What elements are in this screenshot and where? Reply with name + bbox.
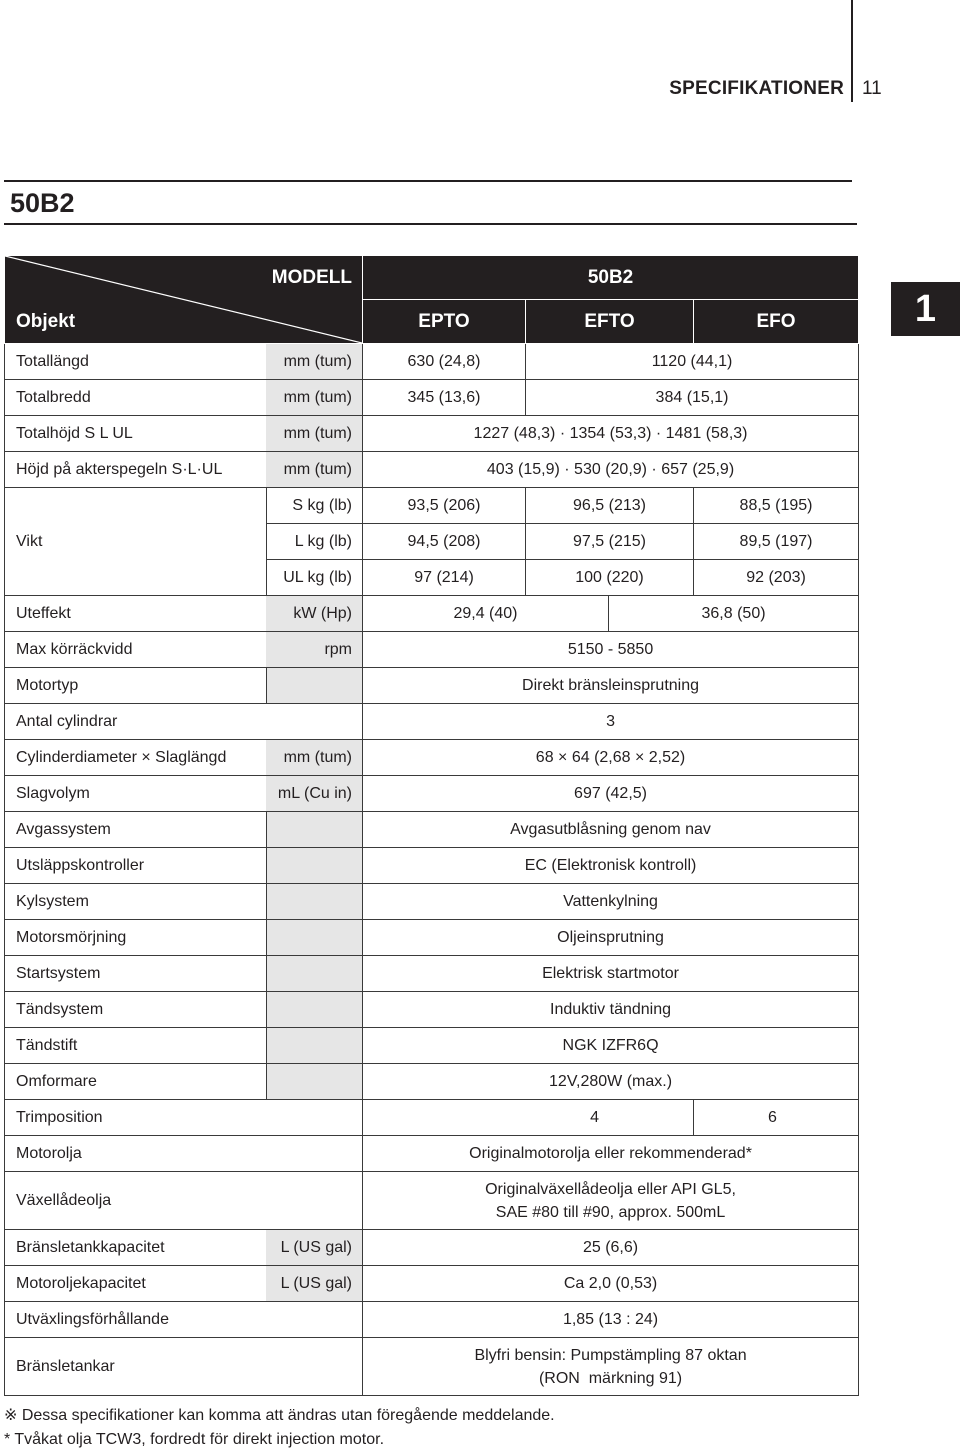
row-label: Omformare (5, 1064, 267, 1100)
row-label: Motorsmörjning (5, 920, 267, 956)
value-cell: 68 × 64 (2,68 × 2,52) (363, 740, 859, 776)
row-unit: mm (tum) (267, 740, 363, 776)
value-cell: 92 (203) (694, 560, 859, 596)
value-cell (363, 1172, 859, 1230)
value-cell: 25 (6,6) (363, 1230, 859, 1266)
value-cell: 93,5 (206) (363, 488, 526, 524)
value-line: (RON märkning 91) (538, 1369, 683, 1387)
value-cell: 6 (694, 1100, 859, 1136)
row-unit: UL kg (lb) (267, 560, 363, 596)
row-unit (267, 1064, 363, 1100)
row-label: Tändstift (5, 1028, 267, 1064)
model-title: 50B2 (10, 188, 75, 218)
row-label: Max körräckvidd (5, 632, 267, 668)
value-cell: 5150 - 5850 (363, 632, 859, 668)
row-unit: mL (Cu in) (267, 776, 363, 812)
value-cell: 630 (24,8) (363, 344, 526, 380)
table-row (5, 380, 859, 416)
row-label: Bränsletankar (5, 1338, 363, 1396)
value-cell: NGK IZFR6Q (363, 1028, 859, 1064)
table-row (5, 344, 859, 380)
table-row (5, 596, 859, 632)
value-cell: 3 (363, 704, 859, 740)
value-cell: 1227 (48,3) · 1354 (53,3) · 1481 (58,3) (363, 416, 859, 452)
row-label: Höjd på akterspegeln S·L·UL (5, 452, 267, 488)
table-row (5, 740, 859, 776)
value-cell: Induktiv tändning (363, 992, 859, 1028)
value-cell: 1120 (44,1) (526, 344, 859, 380)
row-unit: rpm (267, 632, 363, 668)
table-row (5, 992, 859, 1028)
table-row (5, 704, 859, 740)
table-row (5, 416, 859, 452)
table-row (5, 812, 859, 848)
variant-epto-heading: EPTO (363, 300, 526, 344)
section-title: SPECIFIKATIONER (669, 78, 844, 99)
table-row (5, 1028, 859, 1064)
row-unit: mm (tum) (267, 416, 363, 452)
row-label: Uteffekt (5, 596, 267, 632)
table-row (5, 848, 859, 884)
table-row (5, 884, 859, 920)
row-label: Startsystem (5, 956, 267, 992)
row-unit (267, 668, 363, 704)
title-rule-top (4, 180, 852, 182)
value-cell: EC (Elektronisk kontroll) (363, 848, 859, 884)
variant-efto-heading: EFTO (526, 300, 694, 344)
row-label: Motorolja (5, 1136, 363, 1172)
value-cell: 403 (15,9) · 530 (20,9) · 657 (25,9) (363, 452, 859, 488)
row-unit (267, 812, 363, 848)
value-cell: 29,4 (40) (363, 596, 609, 632)
value-cell: Vattenkylning (363, 884, 859, 920)
row-label: Tändsystem (5, 992, 267, 1028)
specifications-table (4, 255, 859, 1396)
row-label: Trimposition (5, 1100, 363, 1136)
row-label: Växellådeolja (5, 1172, 363, 1230)
value-line: SAE #80 till #90, approx. 500mL (495, 1203, 726, 1221)
row-label: Vikt (5, 488, 267, 596)
table-row (5, 668, 859, 704)
value-line: Originalväxellådeolja eller API GL5, (485, 1180, 736, 1198)
row-unit (267, 956, 363, 992)
row-label: Utväxlingsförhållande (5, 1302, 363, 1338)
modell-heading: MODELL (271, 266, 352, 288)
value-line: Blyfri bensin: Pumpstämpling 87 oktan (474, 1346, 747, 1364)
row-unit (267, 992, 363, 1028)
table-row (5, 1266, 859, 1302)
row-unit (267, 884, 363, 920)
row-unit: mm (tum) (267, 380, 363, 416)
value-cell: 97,5 (215) (526, 524, 694, 560)
table-row (5, 452, 859, 488)
value-cell: 345 (13,6) (363, 380, 526, 416)
value-cell: 4 (363, 1100, 694, 1136)
row-unit: S kg (lb) (267, 488, 363, 524)
row-label: Kylsystem (5, 884, 267, 920)
row-unit: mm (tum) (267, 452, 363, 488)
row-label: Utsläppskontroller (5, 848, 267, 884)
row-unit: L kg (lb) (267, 524, 363, 560)
row-label: Totallängd (5, 344, 267, 380)
table-row (5, 1302, 859, 1338)
value-cell: 88,5 (195) (694, 488, 859, 524)
value-cell: Elektrisk startmotor (363, 956, 859, 992)
table-row (5, 632, 859, 668)
table-row (5, 1136, 859, 1172)
footnote-oil: * Tvåkat olja TCW3, fordredt för direkt injection motor. (4, 1431, 385, 1448)
table-row (5, 1100, 859, 1136)
value-cell: Oljeinsprutning (363, 920, 859, 956)
row-unit (267, 920, 363, 956)
page-number: 11 (862, 78, 882, 99)
row-label: Bränsletankkapacitet (5, 1230, 267, 1266)
row-label: Motoroljekapacitet (5, 1266, 267, 1302)
chapter-tab: 1 (891, 282, 960, 336)
model-name-heading: 50B2 (363, 256, 859, 300)
value-cell: 94,5 (208) (363, 524, 526, 560)
value-cell: 697 (42,5) (363, 776, 859, 812)
row-label: Motortyp (5, 668, 267, 704)
table-row (5, 1064, 859, 1100)
value-cell (363, 1338, 859, 1396)
value-cell: 97 (214) (363, 560, 526, 596)
table-row (5, 776, 859, 812)
value-cell: Ca 2,0 (0,53) (363, 1266, 859, 1302)
value-cell: 100 (220) (526, 560, 694, 596)
row-label: Totalhöjd S L UL (5, 416, 267, 452)
title-rule-bottom (4, 223, 857, 225)
header-corner-cell (5, 256, 363, 344)
header-divider (851, 0, 853, 102)
footnote-notice: ※ Dessa specifikationer kan komma att ändras utan föregående meddelande. (4, 1407, 555, 1424)
row-unit: kW (Hp) (267, 596, 363, 632)
value-cell: Avgasutblåsning genom nav (363, 812, 859, 848)
value-cell: 384 (15,1) (526, 380, 859, 416)
table-row (5, 956, 859, 992)
table-row (5, 1338, 859, 1396)
value-cell: 96,5 (213) (526, 488, 694, 524)
row-label: Avgassystem (5, 812, 267, 848)
row-label: Totalbredd (5, 380, 267, 416)
row-unit (267, 1028, 363, 1064)
value-cell: 36,8 (50) (609, 596, 859, 632)
variant-efo-heading: EFO (694, 300, 859, 344)
row-label: Cylinderdiameter × Slaglängd (5, 740, 267, 776)
value-cell: Direkt bränsleinsprutning (363, 668, 859, 704)
table-row (5, 920, 859, 956)
table-row (5, 1230, 859, 1266)
value-cell: 89,5 (197) (694, 524, 859, 560)
table-row (5, 1172, 859, 1230)
row-unit (267, 848, 363, 884)
table-row (5, 488, 859, 524)
row-unit: L (US gal) (267, 1266, 363, 1302)
value-cell: 1,85 (13 : 24) (363, 1302, 859, 1338)
row-unit: mm (tum) (267, 344, 363, 380)
value-cell: 12V,280W (max.) (363, 1064, 859, 1100)
row-label: Antal cylindrar (5, 704, 363, 740)
value-cell: Originalmotorolja eller rekommenderad* (363, 1136, 859, 1172)
row-unit: L (US gal) (267, 1230, 363, 1266)
row-label: Slagvolym (5, 776, 267, 812)
objekt-heading: Objekt (16, 310, 76, 332)
